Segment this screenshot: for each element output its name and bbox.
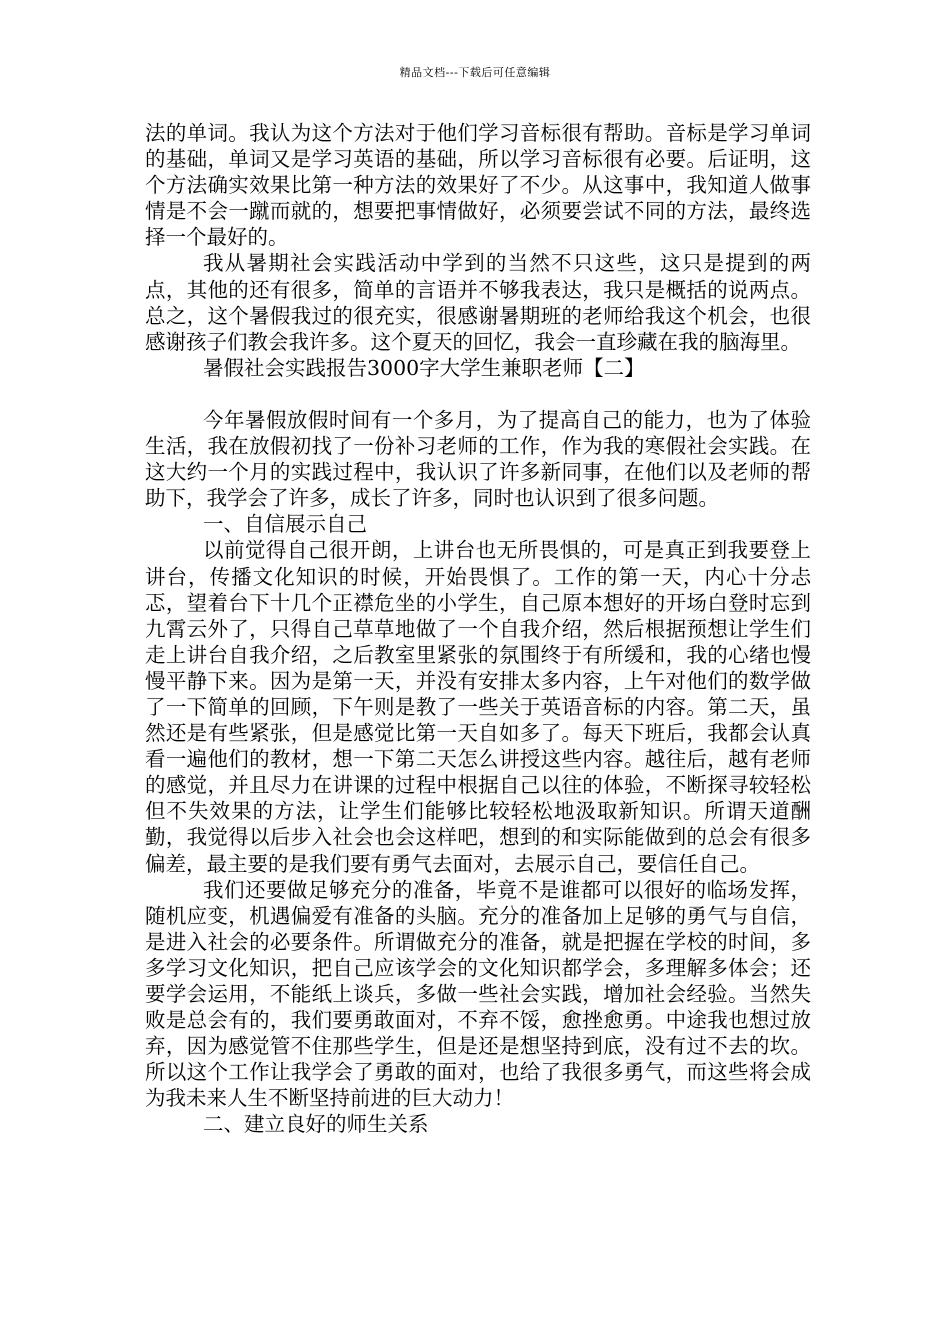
paragraph-5: 我们还要做足够充分的准备，毕竟不是谁都可以很好的临场发挥，随机应变，机遇偏爱有准备的头脑。充分的准备加上足够的勇气与自信，是进入社会的必要条件。所谓做充分的准备，就是把握在学校的时间，多多学习文化知识，把自己应该学会的文化知识都学会，多理解多体会；还要学会运用，不能纸上谈兵，多做一些社会实践，增加社会经验。当然失败是总会有的，我们要勇敢面对，不弃不馁，愈挫愈勇。中途我也想过放弃，因为感觉管不住那些学生，但是还是想坚持到底，没有过不去的坎。所以这个工作让我学会了勇敢的面对，也给了我很多勇气，而这些将会成为我未来人生不断坚持前进的巨大动力！ xyxy=(145,877,811,1111)
paragraph-2: 我从暑期社会实践活动中学到的当然不只这些，这只是提到的两点，其他的还有很多，简单的言语并不够我表达，我只是概括的说两点。总之，这个暑假我过的很充实，很感谢暑期班的老师给我这个机会，也很感谢孩子们教会我许多。这个夏天的回忆，我会一直珍藏在我的脑海里。 xyxy=(145,251,811,354)
paragraph-4: 以前觉得自己很开朗，上讲台也无所畏惧的，可是真正到我要登上讲台，传播文化知识的时候，开始畏惧了。工作的第一天，内心十分忐忑，望着台下十几个正襟危坐的小学生，自己原本想好的开场白登时忘到九霄云外了，只得自己草草地做了一个自我介绍，然后根据预想让学生们走上讲台自我介绍，之后教室里紧张的氛围终于有所缓和，我的心绪也慢慢平静下来。因为是第一天，并没有安排太多内容，上午对他们的数学做了一下简单的回顾，下午则是教了一些关于英语音标的内容。第二天，虽然还是有些紧张，但是感觉比第一天自如多了。每天下班后，我都会认真看一遍他们的教材，想一下第二天怎么讲授这些内容。越往后，越有老师的感觉，并且尽力在讲课的过程中根据自己以往的体验，不断探寻较轻松但不失效果的方法，让学生们能够比较轻松地汲取新知识。所谓天道酬勤，我觉得以后步入社会也会这样吧，想到的和实际能做到的总会有很多偏差，最主要的是我们要有勇气去面对，去展示自己，要信任自己。 xyxy=(145,538,811,876)
blank-line xyxy=(145,381,811,407)
document-body xyxy=(145,120,811,1138)
paragraph-3: 今年暑假放假时间有一个多月，为了提高自己的能力，也为了体验生活，我在放假初找了一份补习老师的工作，作为我的寒假社会实践。在这大约一个月的实践过程中，我认识了许多新同事，在他们以及老师的帮助下，我学会了许多，成长了许多，同时也认识到了很多问题。 xyxy=(145,407,811,511)
page-header: 精品文档---下载后可任意编辑 xyxy=(399,66,551,79)
paragraph-1: 法的单词。我认为这个方法对于他们学习音标很有帮助。音标是学习单词的基础，单词又是学习英语的基础，所以学习音标很有必要。后证明，这个方法确实效果比第一种方法的效果好了不少。从这事中，我知道人做事情是不会一蹴而就的，想要把事情做好，必须要尝试不同的方法，最终选择一个最好的。 xyxy=(145,121,811,250)
heading-1: 一、自信展示自己 xyxy=(203,512,367,537)
heading-2: 二、建立良好的师生关系 xyxy=(203,1112,429,1137)
section-title: 暑假社会实践报告3000字大学生兼职老师【二】 xyxy=(203,355,645,380)
